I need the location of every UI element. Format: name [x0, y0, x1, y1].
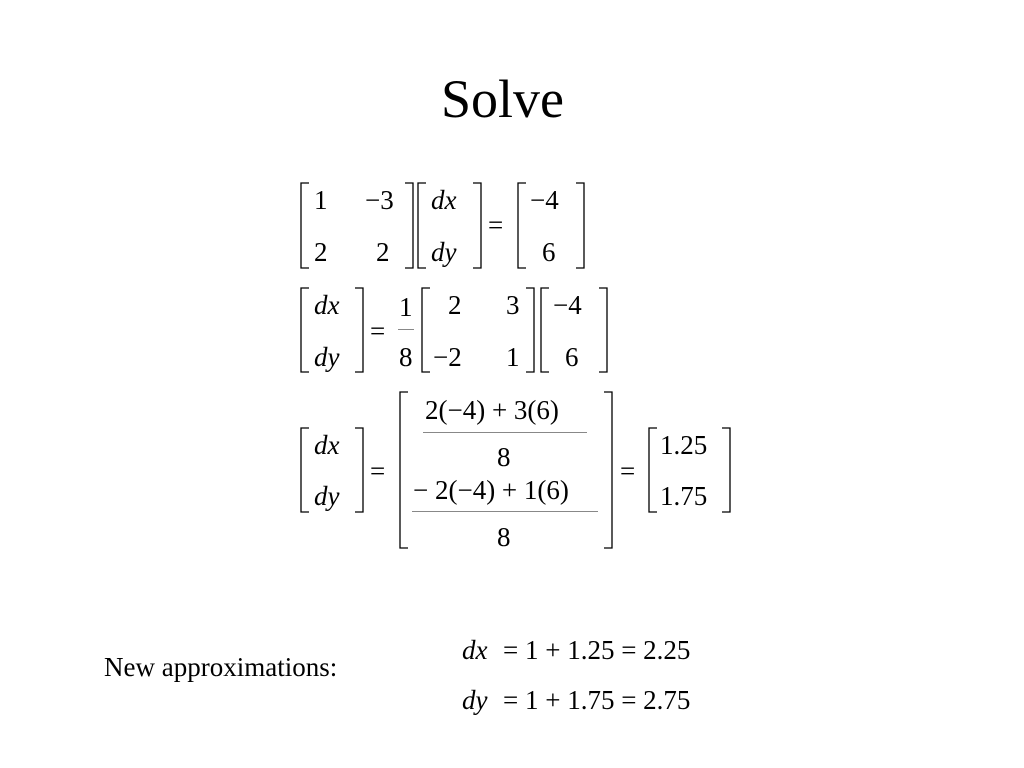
approx-dx-expr: = 1 + 1.25 = 2.25 — [503, 635, 691, 665]
approximations-label: New approximations: — [104, 652, 338, 682]
eq3-var-dx: dx — [314, 430, 340, 460]
eq1-var-dx: dx — [431, 185, 457, 215]
approx-dy-var: dy — [462, 685, 488, 715]
eq1-a11: 1 — [314, 185, 328, 215]
eq3-equals-2: = — [620, 456, 636, 486]
eq1-b2: 6 — [542, 237, 556, 267]
eq3-result-dx: 1.25 — [660, 430, 708, 460]
eq2-ainv-21: −2 — [433, 342, 462, 372]
approx-dy-expr: = 1 + 1.75 = 2.75 — [503, 685, 691, 715]
eq3-row1-denominator: 8 — [497, 442, 511, 472]
eq1-a22: 2 — [376, 237, 390, 267]
eq2-ainv-12: 3 — [506, 290, 520, 320]
eq2-ainv-11: 2 — [448, 290, 462, 320]
eq3-row2-frac-line — [412, 511, 598, 512]
eq2-frac-num: 1 — [399, 292, 413, 322]
eq3-row2-denominator: 8 — [497, 522, 511, 552]
eq2-equals: = — [370, 316, 386, 346]
eq1-a12: −3 — [365, 185, 394, 215]
eq3-result-dy: 1.75 — [660, 481, 708, 511]
eq1-a21: 2 — [314, 237, 328, 267]
eq2-ainv-22: 1 — [506, 342, 520, 372]
eq1-var-dy: dy — [431, 237, 457, 267]
approx-dx-var: dx — [462, 635, 488, 665]
eq3-row1-numerator: 2(−4) + 3(6) — [425, 395, 559, 425]
slide-title: Solve — [441, 69, 565, 129]
eq1-equals: = — [488, 210, 504, 240]
eq3-row1-frac-line — [423, 432, 587, 433]
eq2-var-dy: dy — [314, 342, 340, 372]
eq2-b1: −4 — [553, 290, 582, 320]
eq2-var-dx: dx — [314, 290, 340, 320]
eq1-b1: −4 — [530, 185, 559, 215]
eq2-b2: 6 — [565, 342, 579, 372]
eq3-var-dy: dy — [314, 481, 340, 511]
eq3-equals-1: = — [370, 456, 386, 486]
eq2-frac-den: 8 — [399, 342, 413, 372]
eq3-row2-numerator: − 2(−4) + 1(6) — [413, 475, 569, 505]
